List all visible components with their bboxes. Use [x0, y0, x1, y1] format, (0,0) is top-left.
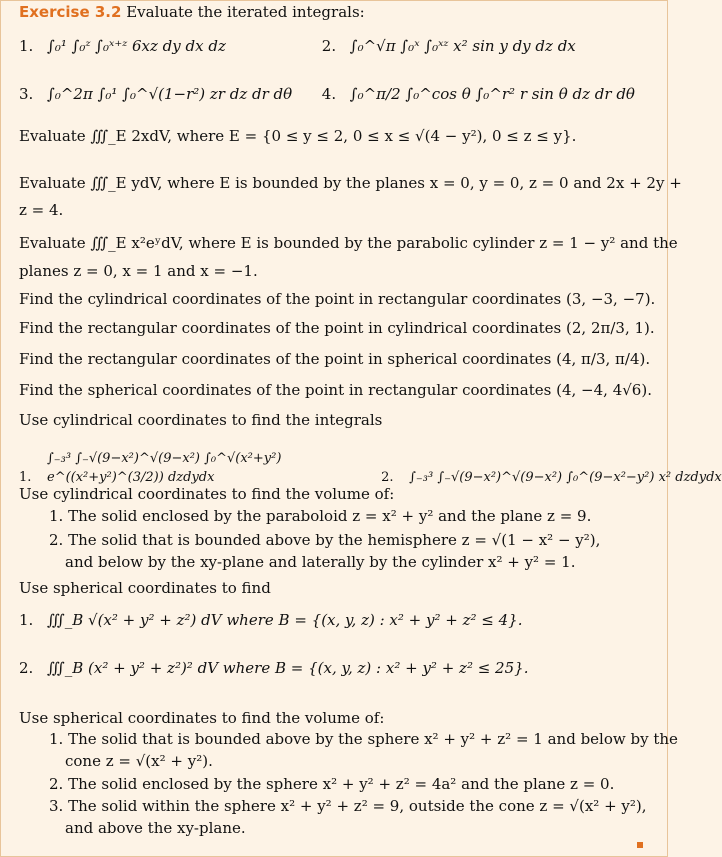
sph-volume-intro: Use spherical coordinates to find the volume of: [19, 709, 385, 727]
sph-volume-item-1-cont: cone z = √(x² + y²). [65, 752, 213, 770]
item-number: 1. [19, 611, 34, 629]
item-number: 2. [381, 470, 394, 485]
problem-line: Evaluate ∭_E ydV, where E is bounded by the planes x = 0, y = 0, z = 0 and 2x + 2y + [19, 174, 682, 192]
exercise-title: Exercise 3.2 [19, 3, 122, 21]
cyl-volume-item-2: 2. The solid that is bounded above by the hemisphere z = √(1 − x² − y²), [49, 531, 601, 549]
problem-line: Find the rectangular coordinates of the point in spherical coordinates (4, π/3, π/4). [19, 350, 651, 368]
problem-line: Use cylindrical coordinates to find the integrals [19, 411, 383, 429]
item-number: 1. [19, 470, 32, 485]
sph-find-row-1 [19, 611, 653, 630]
iterated-integral-1: ∫₀¹ ∫₀ᶻ ∫₀ˣ⁺ᶻ 6xz dy dx dz [47, 37, 226, 55]
cyl-volume-intro: Use cylindrical coordinates to find the volume of: [19, 485, 395, 503]
cyl-volume-item-1: 1. The solid enclosed by the paraboloid z = x² + y² and the plane z = 9. [49, 507, 592, 525]
sph-volume-item-3: 3. The solid within the sphere x² + y² + z² = 9, outside the cone z = √(x² + y²), [49, 797, 647, 815]
problem-line: Find the rectangular coordinates of the point in cylindrical coordinates (2, 2π/3, 1). [19, 319, 655, 337]
item-number: 2. [321, 37, 337, 55]
problem-line: Find the cylindrical coordinates of the point in rectangular coordinates (3, −3, −7). [19, 290, 656, 308]
cyl-volume-item-2-cont: and below by the xy-plane and laterally by the cylinder x² + y² = 1. [65, 553, 576, 571]
sph-find-row-2 [19, 659, 653, 678]
problem-line: planes z = 0, x = 1 and x = −1. [19, 262, 258, 280]
sph-volume-item-2: 2. The solid enclosed by the sphere x² + y² + z² = 4a² and the plane z = 0. [49, 775, 615, 793]
sph-integral-1: ∭_B √(x² + y² + z²) dV where B = {(x, y, z) : x² + y² + z² ≤ 4}. [47, 611, 523, 629]
iterated-integral-4: ∫₀^π/2 ∫₀^cos θ ∫₀^r² r sin θ dz dr dθ [349, 85, 635, 103]
problem-line: Evaluate ∭_E 2xdV, where E = {0 ≤ y ≤ 2, 0 ≤ x ≤ √(4 − y²), 0 ≤ z ≤ y}. [19, 127, 577, 145]
cyl-integral-1: ∫₋₃³ ∫₋√(9−x²)^√(9−x²) ∫₀^√(x²+y²) e^((x²+y²)^(3/2)) dzdydx [47, 451, 282, 485]
sph-volume-item-1: 1. The solid that is bounded above by the sphere x² + y² + z² = 1 and below by the [49, 730, 678, 748]
cyl-integrals-row [19, 449, 722, 487]
iterated-integral-3: ∫₀^2π ∫₀¹ ∫₀^√(1−r²) zr dz dr dθ [47, 85, 293, 103]
item-number: 1. [19, 37, 34, 55]
iterated-row-1 [19, 37, 653, 56]
sph-integral-2: ∭_B (x² + y² + z²)² dV where B = {(x, y, z) : x² + y² + z² ≤ 25}. [47, 659, 529, 677]
exercise-instruction: Evaluate the iterated integrals: [126, 3, 365, 21]
sph-find-intro: Use spherical coordinates to find [19, 579, 271, 597]
problem-line: z = 4. [19, 201, 64, 219]
item-number: 4. [321, 85, 337, 103]
exercise-header [19, 3, 653, 22]
item-number: 3. [19, 85, 34, 103]
end-mark-icon [637, 842, 643, 848]
cyl-integral-2: ∫₋₃³ ∫₋√(9−x²)^√(9−x²) ∫₀^(9−x²−y²) x² dzdydx [409, 470, 722, 485]
sph-volume-item-3-cont: and above the xy-plane. [65, 819, 246, 837]
problem-line: Find the spherical coordinates of the point in rectangular coordinates (4, −4, 4√6). [19, 381, 652, 399]
iterated-integral-2: ∫₀^√π ∫₀ˣ ∫₀ˣᶻ x² sin y dy dz dx [349, 37, 576, 55]
item-number: 2. [19, 659, 34, 677]
iterated-row-2 [19, 85, 653, 104]
problem-line: Evaluate ∭_E x²eʸdV, where E is bounded by the parabolic cylinder z = 1 − y² and the [19, 234, 678, 252]
